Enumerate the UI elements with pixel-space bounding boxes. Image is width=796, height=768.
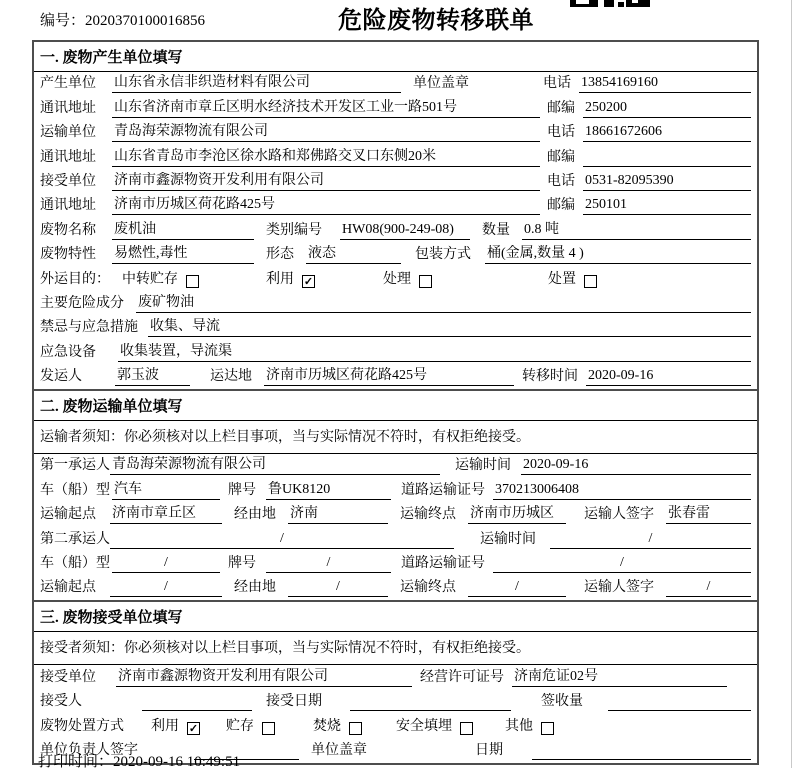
field-value: /	[288, 578, 388, 597]
checkbox-field	[266, 271, 315, 289]
field-value: /	[112, 554, 220, 573]
field-label: 经由地	[234, 507, 276, 523]
field-label: 通讯地址	[40, 149, 96, 165]
field-value: 山东省永信非织造材料有限公司	[112, 74, 401, 93]
field-label: 运输人签字	[584, 580, 654, 596]
checkbox-label: 贮存	[226, 718, 254, 734]
section-2	[34, 389, 757, 600]
section-title: 一. 废物产生单位填写	[34, 42, 757, 72]
field-label: 车（船）型	[40, 482, 110, 498]
form-row	[34, 714, 757, 738]
form-row	[34, 194, 757, 218]
field-value: 桶(金属,数量 4 )	[485, 245, 751, 264]
form-row	[34, 527, 757, 551]
form-row	[34, 72, 757, 96]
field-value: HW08(900-249-08)	[340, 221, 470, 240]
field-label: 运输终点	[400, 580, 456, 596]
field-label: 接受人	[40, 694, 82, 710]
field-label: 运输单位	[40, 125, 96, 141]
checkbox-unchecked-icon	[419, 275, 432, 288]
field-value: 济南市鑫源物资开发利用有限公司	[112, 172, 540, 191]
field-label: 废物处置方式	[40, 718, 124, 734]
field-label: 通讯地址	[40, 100, 96, 116]
field-label: 签收量	[541, 694, 583, 710]
field-value: 易燃性,毒性	[112, 245, 254, 264]
field-label: 数量	[482, 222, 510, 238]
field-value: 废矿物油	[136, 294, 751, 313]
checkbox-label: 安全填埋	[396, 718, 452, 734]
field-value: /	[493, 554, 751, 573]
field-label: 电话	[547, 125, 575, 141]
field-value: 青岛海荣源物流有限公司	[112, 123, 540, 142]
field-value: /	[468, 578, 566, 597]
form-row	[34, 96, 757, 120]
checkbox-label: 焚烧	[313, 718, 341, 734]
form-row	[34, 316, 757, 340]
field-value: 250200	[583, 99, 751, 118]
section-title: 二. 废物运输单位填写	[34, 391, 757, 421]
section-1	[34, 42, 757, 389]
field-value	[608, 693, 751, 711]
note-text: 接受者须知：你必须核对以上栏目事项，当与实际情况不符时，有权拒绝接受。	[34, 632, 757, 665]
field-value: 370213006408	[493, 481, 751, 500]
checkbox-unchecked-icon	[349, 722, 362, 735]
field-label: 日期	[475, 742, 503, 758]
field-value: 青岛海荣源物流有限公司	[110, 456, 440, 475]
field-value: /	[666, 578, 751, 597]
field-label: 禁忌与应急措施	[40, 320, 138, 336]
checkbox-label: 其他	[505, 718, 533, 734]
checkbox-checked-icon: ✓	[188, 722, 199, 735]
checkbox-field	[226, 718, 275, 736]
checkbox-label: 中转贮存	[122, 271, 178, 287]
checkbox-label: 处置	[548, 271, 576, 287]
field-label: 道路运输证号	[401, 482, 485, 498]
section-title: 三. 废物接受单位填写	[34, 602, 757, 632]
field-value: 鲁UK8120	[266, 481, 391, 500]
field-label: 包装方式	[415, 247, 471, 263]
field-label: 运输人签字	[584, 507, 654, 523]
field-value: 济南市历城区荷花路425号	[112, 196, 540, 215]
field-value: 济南危证02号	[512, 668, 727, 687]
form-row	[34, 665, 757, 689]
section-3	[34, 600, 757, 763]
field-label: 运输终点	[400, 507, 456, 523]
field-value: 张春雷	[666, 505, 751, 524]
form-row	[34, 478, 757, 502]
page-title: 危险废物转移联单	[338, 8, 534, 34]
field-label: 单位负责人签字	[40, 742, 138, 758]
field-label: 运达地	[210, 369, 252, 385]
field-label: 第一承运人	[40, 458, 110, 474]
form-row	[34, 552, 757, 576]
checkbox-field	[396, 718, 473, 736]
field-value: 0531-82095390	[583, 172, 751, 191]
note-text: 运输者须知：你必须核对以上栏目事项，当与实际情况不符时，有权拒绝接受。	[34, 421, 757, 454]
form-row	[34, 243, 757, 267]
field-value: 济南市鑫源物资开发利用有限公司	[116, 668, 412, 687]
field-label: 运输起点	[40, 580, 96, 596]
checkbox-label: 利用	[151, 718, 179, 734]
field-value: 13854169160	[579, 74, 751, 93]
field-label: 经营许可证号	[420, 669, 504, 685]
checkbox-unchecked-icon	[541, 722, 554, 735]
print-time-label: 打印时间：	[38, 754, 114, 768]
qr-code-fragment	[570, 0, 652, 8]
field-value: 郭玉波	[115, 367, 190, 386]
checkbox-label: 处理	[383, 271, 411, 287]
field-value: 山东省济南市章丘区明水经济技术开发区工业一路501号	[112, 99, 540, 118]
field-value: /	[110, 578, 222, 597]
field-label: 单位盖章	[413, 76, 469, 92]
field-label: 牌号	[228, 556, 256, 572]
print-time	[38, 750, 240, 768]
serial-label: 编号：	[40, 13, 86, 29]
form-row	[34, 145, 757, 169]
checkbox-unchecked-icon	[584, 275, 597, 288]
field-label: 外运目的：	[40, 271, 110, 287]
field-value: 济南市历城区荷花路425号	[264, 367, 514, 386]
checkbox-label: 利用	[266, 271, 294, 287]
serial-number	[40, 9, 205, 30]
field-value: 废机油	[112, 221, 254, 240]
field-label: 单位盖章	[311, 742, 367, 758]
field-value: /	[110, 530, 454, 549]
field-label: 运输时间	[455, 458, 511, 474]
checkbox-field	[505, 718, 554, 736]
field-label: 电话	[543, 76, 571, 92]
field-value: 0.8 吨	[522, 221, 751, 240]
field-label: 发运人	[40, 369, 82, 385]
checkbox-field	[122, 271, 199, 289]
field-value: 汽车	[112, 481, 220, 500]
field-value: 液态	[306, 245, 401, 264]
field-label: 电话	[547, 173, 575, 189]
field-label: 道路运输证号	[401, 556, 485, 572]
field-value: 18661672606	[583, 123, 751, 142]
checkbox-field	[313, 718, 362, 736]
form-row	[34, 690, 757, 714]
checkbox-unchecked-icon	[186, 275, 199, 288]
field-label: 应急设备	[40, 344, 96, 360]
checkbox-field	[383, 271, 432, 289]
field-value: 济南	[288, 505, 388, 524]
transfer-form	[32, 40, 759, 765]
field-value: 收集装置，导流渠	[118, 343, 751, 362]
field-label: 邮编	[547, 149, 575, 165]
form-row	[34, 121, 757, 145]
form-row	[34, 576, 757, 600]
field-value: 250101	[583, 196, 751, 215]
checkbox-field	[151, 718, 200, 736]
field-label: 废物特性	[40, 247, 96, 263]
serial-value: 2020370100016856	[85, 13, 206, 29]
field-value	[583, 149, 751, 167]
field-value: 2020-09-16	[521, 456, 751, 475]
field-label: 邮编	[547, 100, 575, 116]
form-row	[34, 503, 757, 527]
field-label: 经由地	[234, 580, 276, 596]
checkbox-field	[548, 271, 597, 289]
checkbox-unchecked-icon	[262, 722, 275, 735]
field-value	[532, 742, 751, 760]
field-label: 主要危险成分	[40, 295, 124, 311]
form-row	[34, 365, 757, 389]
print-time-value: 2020-09-16 10:49:51	[113, 754, 241, 768]
field-label: 转移时间	[522, 369, 578, 385]
form-row	[34, 218, 757, 242]
checkbox-checked-icon: ✓	[303, 275, 314, 288]
checkbox-unchecked-icon	[460, 722, 473, 735]
field-value: /	[550, 530, 751, 549]
field-label: 运输时间	[480, 531, 536, 547]
form-row	[34, 170, 757, 194]
field-value: 收集、导流	[148, 318, 751, 337]
field-value: 2020-09-16	[586, 367, 751, 386]
field-label: 邮编	[547, 198, 575, 214]
field-label: 废物名称	[40, 222, 96, 238]
field-value	[350, 693, 511, 711]
form-row	[34, 292, 757, 316]
field-label: 接受日期	[266, 694, 322, 710]
field-label: 车（船）型	[40, 556, 110, 572]
form-row	[34, 454, 757, 478]
field-value: 山东省青岛市李沧区徐水路和郑佛路交叉口东侧20米	[112, 148, 540, 167]
field-label: 牌号	[228, 482, 256, 498]
field-label: 接受单位	[40, 173, 96, 189]
form-row	[34, 340, 757, 364]
field-label: 运输起点	[40, 507, 96, 523]
field-label: 类别编号	[266, 222, 322, 238]
page-edge-line	[791, 0, 792, 768]
field-value	[142, 693, 252, 711]
field-label: 产生单位	[40, 76, 96, 92]
field-label: 第二承运人	[40, 531, 110, 547]
field-value: 济南市章丘区	[110, 505, 222, 524]
form-row	[34, 267, 757, 291]
field-label: 形态	[266, 247, 294, 263]
field-value: /	[266, 554, 391, 573]
field-label: 接受单位	[40, 669, 96, 685]
field-label: 通讯地址	[40, 198, 96, 214]
field-value: 济南市历城区	[468, 505, 566, 524]
